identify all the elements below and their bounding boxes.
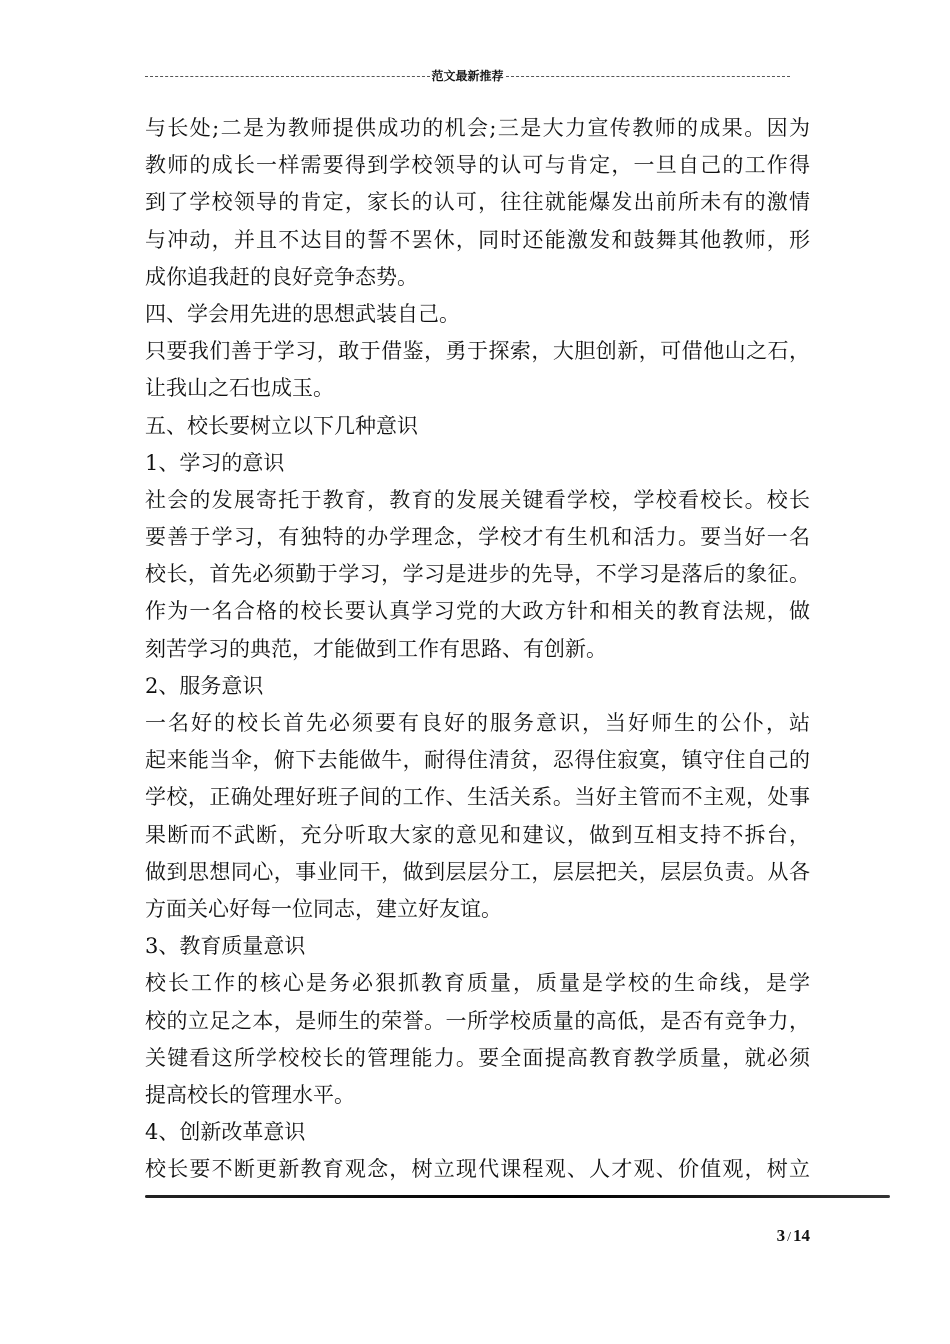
text-line: 果断而不武断，充分听取大家的意见和建议，做到互相支持不拆台，	[145, 822, 810, 847]
page-header	[145, 64, 790, 86]
text-line: 作为一名合格的校长要认真学习党的大政方针和相关的教育法规，做	[145, 599, 810, 624]
header-rule-left	[145, 76, 430, 77]
text-line: 与冲动，并且不达目的誓不罢休，同时还能激发和鼓舞其他教师，形	[145, 227, 810, 252]
text-line: 校长，首先必须勤于学习，学习是进步的先导，不学习是落后的象征。	[145, 562, 810, 587]
text-line: 提高校长的管理水平。	[145, 1082, 355, 1107]
text-line: 要善于学习，有独特的办学理念，学校才有生机和活力。要当好一名	[145, 525, 810, 550]
text-line: 做到思想同心，事业同干，做到层层分工，层层把关，层层负责。从各	[145, 859, 810, 884]
text-line: 起来能当伞，俯下去能做牛，耐得住清贫，忍得住寂寞，镇守住自己的	[145, 748, 810, 773]
text-line: 与长处;二是为教师提供成功的机会;三是大力宣传教师的成果。因为	[145, 116, 810, 140]
text-line: 方面关心好每一位同志，建立好友谊。	[145, 896, 502, 921]
text-line: 校长要不断更新教育观念，树立现代课程观、人才观、价值观，树立	[145, 1157, 810, 1182]
document-body	[145, 110, 810, 1188]
text-line: 学校，正确处理好班子间的工作、生活关系。当好主管而不主观，处事	[145, 785, 810, 810]
text-line: 3、教育质量意识	[145, 934, 306, 959]
text-line: 1、学习的意识	[145, 450, 285, 475]
text-line: 关键看这所学校校长的管理能力。要全面提高教育教学质量，就必须	[145, 1045, 810, 1070]
text-line: 成你追我赶的良好竞争态势。	[145, 264, 418, 289]
page-total: 14	[793, 1226, 810, 1245]
text-line: 让我山之石也成玉。	[145, 376, 334, 401]
footer-rule	[145, 1195, 890, 1198]
text-line: 校长工作的核心是务必狠抓教育质量，质量是学校的生命线，是学	[145, 971, 810, 996]
text-line: 四、学会用先进的思想武装自己。	[145, 301, 460, 326]
text-line: 2、服务意识	[145, 673, 264, 698]
text-line: 五、校长要树立以下几种意识	[145, 413, 418, 438]
text-line: 教师的成长一样需要得到学校领导的认可与肯定，一旦自己的工作得	[145, 153, 810, 178]
text-line: 刻苦学习的典范，才能做到工作有思路、有创新。	[145, 636, 607, 661]
text-line: 校的立足之本，是师生的荣誉。一所学校质量的高低，是否有竞争力，	[145, 1008, 810, 1033]
header-title: 范文最新推荐	[431, 68, 504, 83]
text-line: 社会的发展寄托于教育，教育的发展关键看学校，学校看校长。校长	[145, 487, 810, 512]
text-line: 4、创新改革意识	[145, 1120, 306, 1145]
text-line: 只要我们善于学习，敢于借鉴，勇于探索，大胆创新，可借他山之石，	[145, 339, 810, 364]
text-line: 到了学校领导的肯定，家长的认可，往往就能爆发出前所未有的激情	[145, 190, 810, 215]
page-current: 3	[776, 1226, 786, 1245]
header-rule-right	[506, 76, 791, 77]
page-separator: /	[787, 1230, 791, 1245]
page-number	[740, 1226, 810, 1246]
text-line: 一名好的校长首先必须要有良好的服务意识，当好师生的公仆，站	[145, 711, 810, 735]
